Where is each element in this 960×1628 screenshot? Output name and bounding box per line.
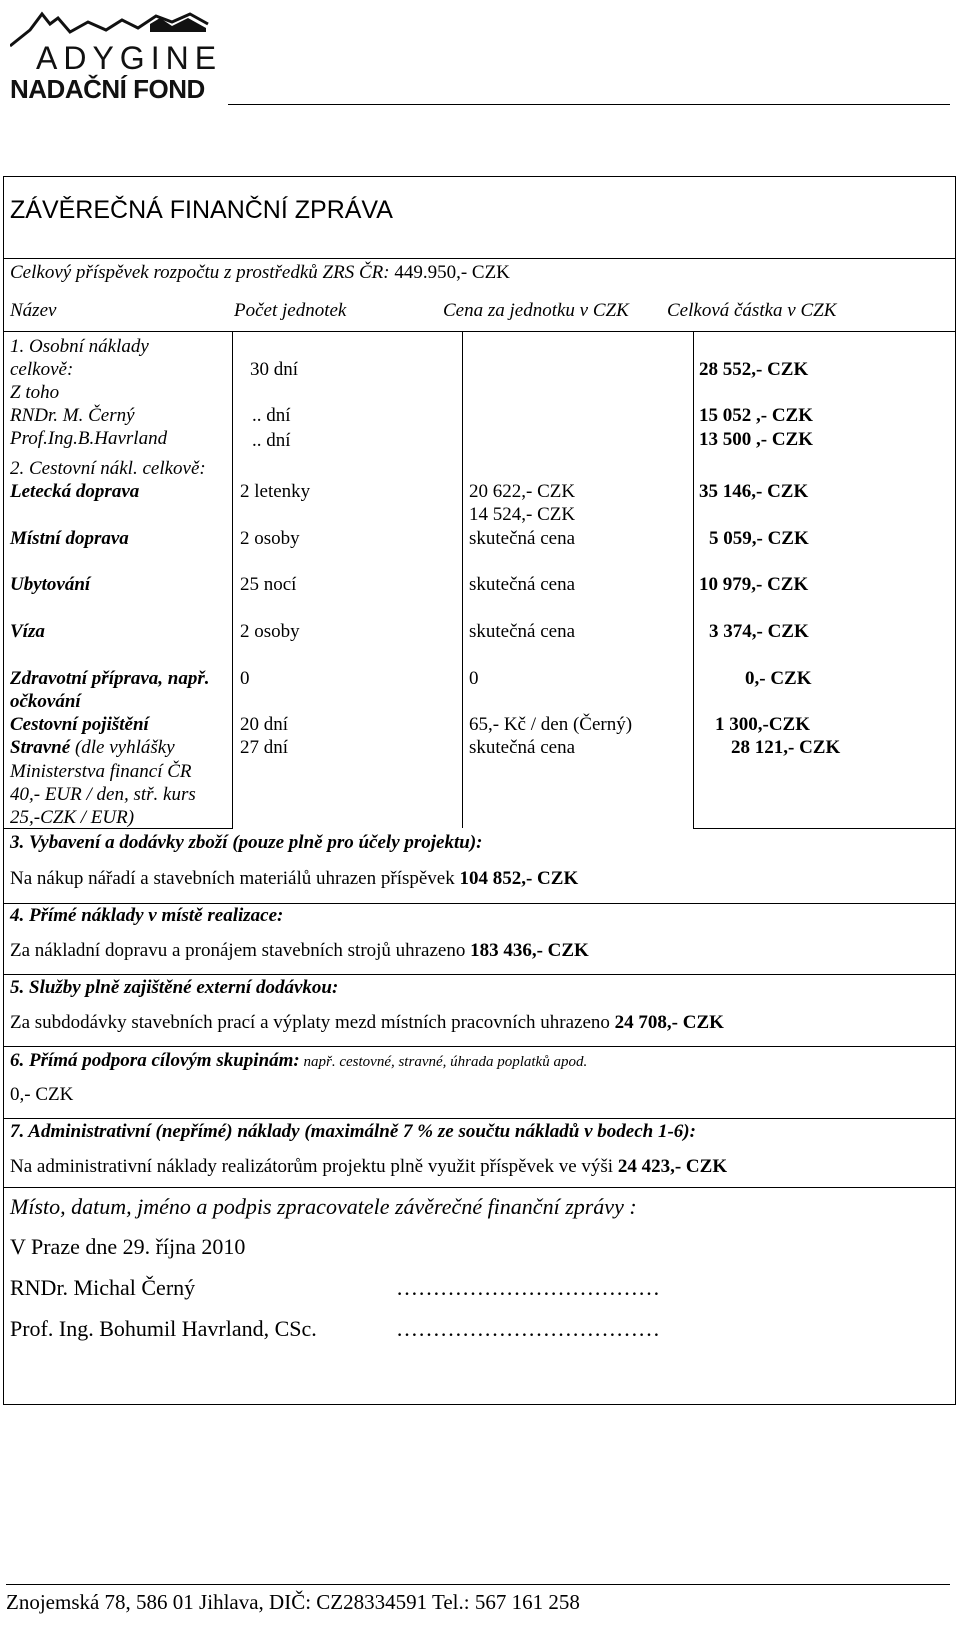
row-name: Cestovní pojištění (10, 714, 149, 735)
section5-desc: Za subdodávky stavebních prací a výplaty mezd místních pracovních uhrazeno (10, 1012, 615, 1033)
row-price: skutečná cena (469, 574, 576, 595)
row-price-extra: 14 524,- CZK (469, 504, 576, 525)
section6-note: např. cestovné, stravné, úhrada poplatků apod. (299, 1054, 588, 1070)
column-header-unit-price: Cena za jednotku v CZK (443, 300, 629, 321)
row-units: 27 dní (240, 737, 289, 758)
row-units: 20 dní (240, 714, 289, 735)
row-name: Víza (10, 621, 45, 642)
signature-line2: ……………………………… (396, 1316, 660, 1341)
section1-heading-cont: celkově: (10, 359, 74, 380)
section7-desc: Na administrativní náklady realizátorům projektu plně využit příspěvek ve výši (10, 1156, 618, 1177)
row-name-cont: očkování (10, 691, 81, 712)
row-price: 65,- Kč / den (Černý) (469, 714, 633, 735)
divider (3, 1046, 956, 1047)
column-divider (232, 331, 233, 828)
total-contribution (10, 262, 510, 284)
row-total: 10 979,- CZK (699, 574, 809, 595)
signature-line1: ……………………………… (396, 1275, 660, 1300)
row-price: 0 (469, 668, 479, 689)
section1-person2: Prof.Ing.B.Havrland (10, 428, 168, 449)
signature-name2: Prof. Ing. Bohumil Havrland, CSc. (10, 1316, 317, 1341)
section1-heading: 1. Osobní náklady (10, 336, 149, 357)
logo-brand: ADYGINE (36, 40, 223, 76)
column-divider (693, 331, 694, 828)
row-name (10, 737, 175, 759)
section7-heading: 7. Administrativní (nepřímé) náklady (maximálně 7 % ze součtu nákladů v bodech 1-6): (10, 1121, 696, 1142)
signature-name1: RNDr. Michal Černý (10, 1275, 196, 1300)
logo-subtitle: NADAČNÍ FOND (10, 74, 205, 104)
row-total: 0,- CZK (745, 668, 812, 689)
column-header-units: Počet jednotek (234, 300, 347, 321)
section7-text (10, 1156, 727, 1178)
row-price: skutečná cena (469, 737, 576, 758)
section4-desc: Za nákladní dopravu a pronájem stavebních strojů uhrazeno (10, 940, 471, 961)
footer-address: Znojemská 78, 586 01 Jihlava, DIČ: CZ28334591 Tel.: 567 161 258 (6, 1590, 580, 1614)
section1-units-total: 30 dní (250, 359, 299, 380)
row-name: Zdravotní příprava, např. (10, 668, 210, 689)
section4-heading: 4. Přímé náklady v místě realizace: (10, 905, 284, 926)
row-total: 28 121,- CZK (731, 737, 841, 758)
section4-amount: 183 436,- CZK (470, 940, 589, 961)
row-name-cont: 40,- EUR / den, stř. kurs (10, 784, 196, 805)
section5-amount: 24 708,- CZK (614, 1012, 724, 1033)
row-units: 2 osoby (240, 621, 300, 642)
row-units: 2 osoby (240, 528, 300, 549)
divider (3, 331, 956, 332)
row-price: skutečná cena (469, 621, 576, 642)
total-label: Celkový příspěvek rozpočtu z prostředků ZRS ČR: (10, 262, 395, 283)
row-total: 1 300,-CZK (715, 714, 810, 735)
section5-heading: 5. Služby plně zajištěné externí dodávkou: (10, 977, 339, 998)
section4-text (10, 940, 589, 962)
section3-desc: Na nákup nářadí a stavebních materiálů uhrazen příspěvek (10, 868, 460, 889)
row-name: Letecká doprava (10, 481, 140, 502)
row-price: 20 622,- CZK (469, 481, 576, 502)
section7-amount: 24 423,- CZK (617, 1156, 728, 1177)
section6-amount: 0,- CZK (10, 1084, 74, 1105)
signature-heading: Místo, datum, jméno a podpis zpracovatele závěrečné finanční zprávy : (10, 1194, 637, 1219)
section3-heading: 3. Vybavení a dodávky zboží (pouze plně pro účely projektu): (10, 832, 483, 853)
column-header-name: Název (10, 300, 57, 321)
row-name-cont: 25,-CZK / EUR) (10, 807, 135, 828)
row-name-rest: (dle vyhlášky (70, 737, 175, 758)
report-title: ZÁVĚREČNÁ FINANČNÍ ZPRÁVA (10, 196, 393, 224)
total-value: 449.950,- CZK (394, 262, 510, 283)
row-name: Ubytování (10, 574, 91, 595)
row-price: skutečná cena (469, 528, 576, 549)
section6-heading: 6. Přímá podpora cílovým skupinám: (10, 1050, 300, 1071)
divider (3, 974, 956, 975)
row-name-bold: Stravné (10, 737, 71, 758)
header-rule (228, 104, 950, 105)
section1-p1-total: 15 052 ,- CZK (699, 405, 813, 426)
section1-total: 28 552,- CZK (699, 359, 809, 380)
row-units: 25 nocí (240, 574, 297, 595)
section1-units-p2: .. dní (252, 430, 291, 451)
divider (3, 258, 956, 259)
column-header-total: Celková částka v CZK (667, 300, 837, 321)
section1-person1: RNDr. M. Černý (10, 405, 135, 426)
row-total: 3 374,- CZK (709, 621, 809, 642)
row-name-cont: Ministerstva financí ČR (10, 761, 192, 782)
divider (3, 1187, 956, 1188)
row-name: Místní doprava (10, 528, 129, 549)
row-total: 35 146,- CZK (699, 481, 809, 502)
row-units: 2 letenky (240, 481, 311, 502)
section1-units-p1: .. dní (252, 405, 291, 426)
section3-text (10, 868, 578, 890)
row-units: 0 (240, 668, 250, 689)
column-divider (462, 331, 463, 828)
footer-rule (6, 1584, 950, 1585)
section1-ztoho: Z toho (10, 382, 60, 403)
section5-text (10, 1012, 724, 1034)
divider (3, 903, 956, 904)
signature-place-date: V Praze dne 29. října 2010 (10, 1234, 246, 1259)
divider (3, 1118, 956, 1119)
section1-p2-total: 13 500 ,- CZK (699, 429, 813, 450)
section6-heading-line (10, 1050, 587, 1072)
row-total: 5 059,- CZK (709, 528, 809, 549)
section2-heading: 2. Cestovní nákl. celkově: (10, 458, 206, 479)
divider (693, 828, 956, 829)
section3-amount: 104 852,- CZK (459, 868, 579, 889)
